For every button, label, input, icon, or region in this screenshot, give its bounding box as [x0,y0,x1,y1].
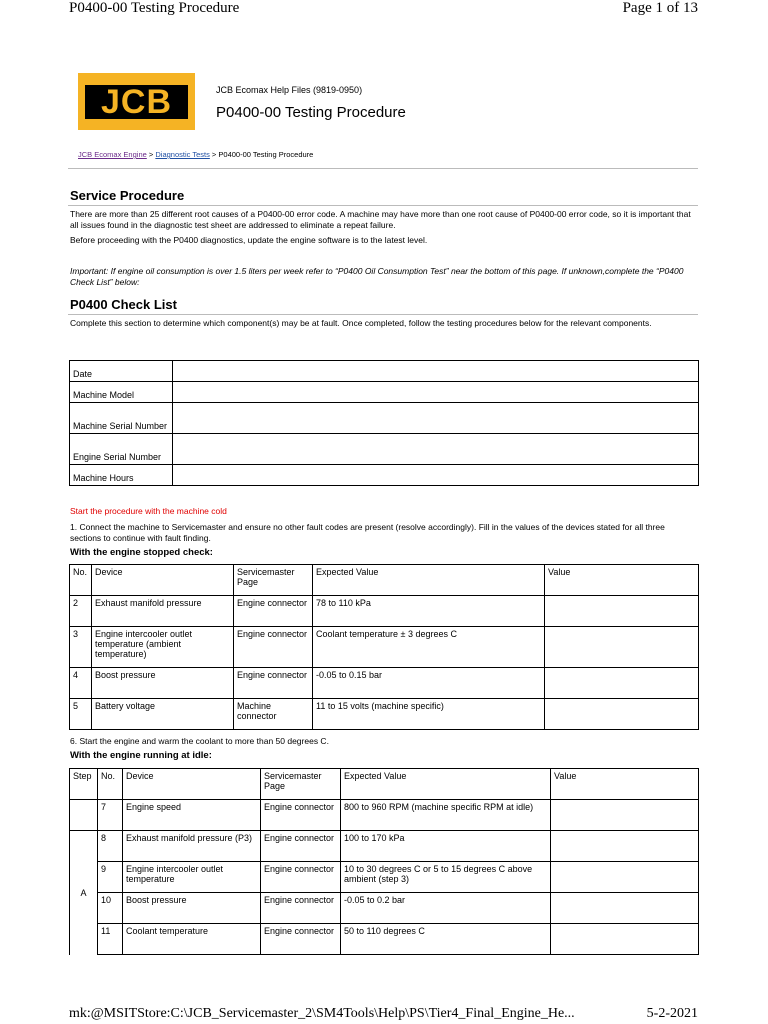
table-cell: 50 to 110 degrees C [341,924,551,955]
section-divider [68,314,698,315]
column-header: No. [70,565,92,596]
table-cell: Engine connector [261,924,341,955]
table-header-row [70,565,699,596]
table-cell: Engine speed [123,800,261,831]
table-cell: 11 [98,924,123,955]
table-cell: 3 [70,627,92,668]
column-header: No. [98,769,123,800]
help-files-label: JCB Ecomax Help Files (9819-0950) [216,85,363,95]
table-cell: Engine connector [261,862,341,893]
table-cell-input[interactable] [545,668,699,699]
table-row [70,893,699,924]
column-header: Value [545,565,699,596]
table-cell: Engine intercooler outlet temperature (ambient temperature) [92,627,234,668]
engine-stopped-heading: With the engine stopped check: [70,547,213,558]
table-cell: 100 to 170 kPa [341,831,551,862]
table-cell: 8 [98,831,123,862]
table-row [70,403,699,434]
column-header: Value [551,769,699,800]
step-1-text: 1. Connect the machine to Servicemaster and ensure no other fault codes are present (resolve accordingly). Fill in the values of the devices stated for all three sections to continue with fault finding. [70,522,665,543]
table-row [70,800,699,831]
jcb-logo [78,73,195,130]
column-header: Expected Value [341,769,551,800]
step-6-text: 6. Start the engine and warm the coolant to more than 50 degrees C. [70,736,329,746]
column-header: Step [70,769,98,800]
table-cell: Engine connector [234,627,313,668]
breadcrumb-current: P0400-00 Testing Procedure [218,150,314,159]
checklist-intro: Complete this section to determine which component(s) may be at fault. Once completed, follow the testing procedures below for the relevant components. [70,318,652,328]
column-header: Servicemaster Page [261,769,341,800]
table-cell: 4 [70,668,92,699]
table-cell: Coolant temperature ± 3 degrees C [313,627,545,668]
table-cell-input[interactable] [173,403,699,434]
table-cell: -0.05 to 0.2 bar [341,893,551,924]
table-cell: Exhaust manifold pressure [92,596,234,627]
step-label-cell: A [70,831,98,955]
section-divider [68,205,698,206]
breadcrumb-separator: > [146,150,156,159]
breadcrumb-separator: > [209,150,219,159]
table-cell-input[interactable] [545,699,699,730]
breadcrumb [78,150,313,159]
table-cell: Engine connector [261,800,341,831]
table-cell-input[interactable] [173,361,699,382]
engine-idle-table [69,768,699,955]
table-cell: Machine Model [70,382,173,403]
table-row [70,699,699,730]
table-cell-input[interactable] [551,862,699,893]
jcb-logo-text: JCB [85,85,188,119]
table-cell [70,800,98,831]
table-cell: Boost pressure [92,668,234,699]
table-cell: 7 [98,800,123,831]
table-cell: Battery voltage [92,699,234,730]
service-paragraph-1: There are more than 25 different root causes of a P0400-00 error code. A machine may have more than one root cause of P0400-00 error code, so it is important that all issues found in the diagnostic test sheet are addressed to eliminate a repeat failure. [70,209,691,230]
column-header: Device [92,565,234,596]
service-procedure-heading: Service Procedure [70,188,185,203]
table-cell: 800 to 960 RPM (machine specific RPM at idle) [341,800,551,831]
section-divider [68,168,698,169]
column-header: Device [123,769,261,800]
table-cell-input[interactable] [551,800,699,831]
table-row [70,465,699,486]
table-cell: Engine connector [261,893,341,924]
document-title: P0400-00 Testing Procedure [216,104,406,121]
important-note: Important: If engine oil consumption is over 1.5 liters per week refer to “P0400 Oil Consumption Test” near the bottom of this page. If unknown,complete the “P0400 Check List” below: [70,266,684,287]
table-row [70,924,699,955]
breadcrumb-link-diagnostic-tests[interactable]: Diagnostic Tests [155,150,210,159]
table-cell: 10 [98,893,123,924]
table-cell: Machine Hours [70,465,173,486]
column-header: Servicemaster Page [234,565,313,596]
header-page-number: Page 1 of 13 [622,0,698,16]
table-row [70,596,699,627]
header-title: P0400-00 Testing Procedure [69,0,240,16]
table-cell: Coolant temperature [123,924,261,955]
column-header: Expected Value [313,565,545,596]
table-cell-input[interactable] [551,924,699,955]
checklist-heading: P0400 Check List [70,297,177,312]
table-cell-input[interactable] [173,434,699,465]
table-cell: Engine Serial Number [70,434,173,465]
table-cell: 5 [70,699,92,730]
table-row [70,862,699,893]
table-cell-input[interactable] [551,893,699,924]
footer-date: 5-2-2021 [646,1006,698,1021]
table-cell: 2 [70,596,92,627]
table-cell-input[interactable] [173,465,699,486]
table-cell: Engine intercooler outlet temperature [123,862,261,893]
table-cell: -0.05 to 0.15 bar [313,668,545,699]
table-cell: Engine connector [261,831,341,862]
table-cell: Engine connector [234,596,313,627]
table-row [70,668,699,699]
table-cell: Exhaust manifold pressure (P3) [123,831,261,862]
table-cell-input[interactable] [173,382,699,403]
table-cell: Date [70,361,173,382]
table-cell: 9 [98,862,123,893]
cold-start-note: Start the procedure with the machine cold [70,506,227,516]
footer-path: mk:@MSITStore:C:\JCB_Servicemaster_2\SM4Tools\Help\PS\Tier4_Final_Engine_He... [69,1006,575,1021]
table-cell-input[interactable] [545,596,699,627]
table-cell: 78 to 110 kPa [313,596,545,627]
table-cell: Engine connector [234,668,313,699]
table-row [70,831,699,862]
table-cell: 10 to 30 degrees C or 5 to 15 degrees C above ambient (step 3) [341,862,551,893]
table-cell: 11 to 15 volts (machine specific) [313,699,545,730]
machine-info-table [69,360,699,486]
table-cell-input[interactable] [551,831,699,862]
table-header-row [70,769,699,800]
table-cell: Machine connector [234,699,313,730]
table-cell-input[interactable] [545,627,699,668]
table-row [70,361,699,382]
table-row [70,434,699,465]
table-cell: Machine Serial Number [70,403,173,434]
table-row [70,382,699,403]
engine-stopped-table [69,564,699,730]
table-cell: Boost pressure [123,893,261,924]
breadcrumb-link-ecomax-engine[interactable]: JCB Ecomax Engine [78,150,147,159]
table-row [70,627,699,668]
service-paragraph-2: Before proceeding with the P0400 diagnostics, update the engine software is to the latest level. [70,235,428,245]
engine-idle-heading: With the engine running at idle: [70,750,212,761]
